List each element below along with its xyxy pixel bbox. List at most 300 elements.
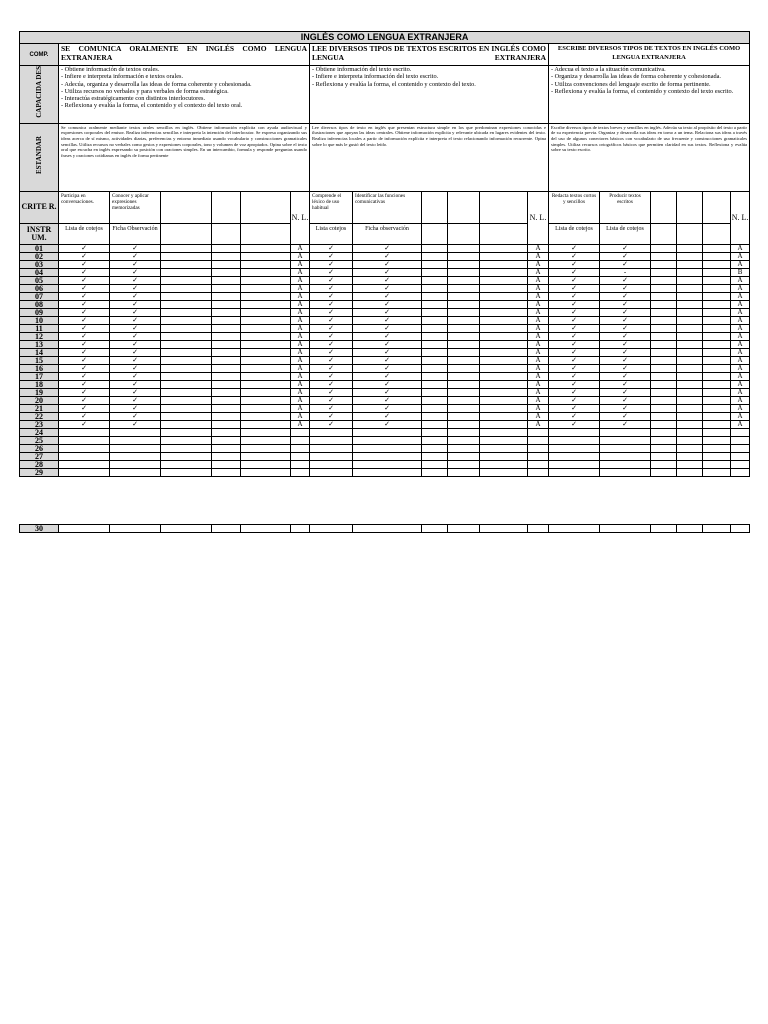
- criterio-mark: ✓: [59, 260, 110, 268]
- criterio-mark: ✓: [310, 412, 353, 420]
- criterio-mark: [677, 388, 703, 396]
- criterio-mark: [241, 380, 291, 388]
- criterio-mark: [677, 428, 703, 436]
- criterio-mark: [353, 444, 422, 452]
- criterio-mark: [161, 460, 212, 468]
- criterio-mark: [448, 412, 480, 420]
- nivel-logro: A: [291, 388, 310, 396]
- nivel-logro: A: [528, 244, 549, 252]
- criterio-mark: [677, 404, 703, 412]
- criterio-mark: [448, 316, 480, 324]
- criterio-mark: ✓: [310, 348, 353, 356]
- criterio-mark: [212, 372, 241, 380]
- criterio-mark: ✓: [110, 316, 161, 324]
- criterio-mark: [241, 324, 291, 332]
- criterio-mark: [448, 340, 480, 348]
- criterio-mark: ✓: [310, 252, 353, 260]
- nivel-logro: A: [731, 420, 750, 428]
- criterio-mark: ✓: [549, 388, 600, 396]
- criterio-mark: ✓: [59, 404, 110, 412]
- criterio-mark: [703, 332, 731, 340]
- student-number: 24: [20, 428, 59, 436]
- criterio-mark: ✓: [59, 276, 110, 284]
- criterio-mark: [651, 436, 677, 444]
- criterio-mark: [480, 332, 528, 340]
- criterio-mark: [353, 428, 422, 436]
- criterio-mark: [212, 268, 241, 276]
- table-row: [20, 380, 750, 388]
- capacidad-line: - Reflexiona y evalúa la forma, el contenido y contexto del texto.: [312, 80, 476, 88]
- criterio-mark: [651, 372, 677, 380]
- criterio-mark: [422, 332, 448, 340]
- criterio-mark: ✓: [549, 268, 600, 276]
- criterio-mark: ✓: [353, 380, 422, 388]
- criterio-mark: [703, 276, 731, 284]
- criterio-mark: [480, 396, 528, 404]
- student-number: 09: [20, 308, 59, 316]
- criterio-mark: [651, 292, 677, 300]
- nl-header-lectura: N. L.: [528, 191, 549, 244]
- nivel-logro: B: [731, 268, 750, 276]
- criterio-mark: [549, 436, 600, 444]
- table-row: [20, 372, 750, 380]
- criterio-mark: ✓: [110, 324, 161, 332]
- instrumento-oral-3: [161, 223, 212, 244]
- student-number: 03: [20, 260, 59, 268]
- criterio-mark: ✓: [353, 332, 422, 340]
- nivel-logro: A: [731, 412, 750, 420]
- criterio-mark: ✓: [353, 404, 422, 412]
- criterio-mark: [161, 268, 212, 276]
- table-row: [20, 364, 750, 372]
- criterio-mark: ✓: [353, 268, 422, 276]
- nivel-logro: A: [291, 372, 310, 380]
- criterio-mark: ✓: [353, 396, 422, 404]
- nivel-logro: A: [291, 308, 310, 316]
- criterio-mark: [677, 460, 703, 468]
- criterio-mark: ✓: [59, 364, 110, 372]
- criterio-mark: [448, 444, 480, 452]
- criterio-mark: [241, 364, 291, 372]
- instrumento-lectura-2: Ficha observación: [353, 223, 422, 244]
- nivel-logro: A: [291, 396, 310, 404]
- criterio-mark: [212, 460, 241, 468]
- criterio-mark: [241, 356, 291, 364]
- criterio-mark: [677, 444, 703, 452]
- nivel-logro: A: [528, 348, 549, 356]
- criterio-mark: ✓: [353, 292, 422, 300]
- criterio-mark: [448, 332, 480, 340]
- criterio-mark: [310, 468, 353, 476]
- criterio-mark: [212, 260, 241, 268]
- table-row: [20, 428, 750, 436]
- nivel-logro: A: [291, 332, 310, 340]
- capacidad-line: - Infiere e interpreta información del texto escrito.: [312, 73, 439, 81]
- instrumento-oral-5: [241, 223, 291, 244]
- criterio-mark: [241, 260, 291, 268]
- nivel-logro: A: [528, 388, 549, 396]
- criterio-mark: [422, 316, 448, 324]
- criterio-mark: [241, 268, 291, 276]
- criterio-mark: [703, 444, 731, 452]
- nivel-logro: [528, 428, 549, 436]
- criterio-mark: [353, 460, 422, 468]
- criterio-mark: [448, 396, 480, 404]
- table-row: [20, 444, 750, 452]
- criterio-lectura-1: Comprende el léxico de uso habitual: [310, 191, 353, 223]
- criterio-mark: ✓: [310, 292, 353, 300]
- criterio-mark: [422, 388, 448, 396]
- nivel-logro: A: [291, 268, 310, 276]
- student-number: 21: [20, 404, 59, 412]
- criterio-mark: [480, 428, 528, 436]
- criterio-mark: [480, 356, 528, 364]
- criterio-mark: ✓: [600, 260, 651, 268]
- criterio-mark: [422, 372, 448, 380]
- capacidades-lectura: [310, 66, 549, 124]
- criterio-mark: ✓: [600, 396, 651, 404]
- student-number: 27: [20, 452, 59, 460]
- instrumento-escritura-4: [677, 223, 703, 244]
- nivel-logro: A: [528, 372, 549, 380]
- capacidades-label: CAPACIDA DES: [20, 66, 59, 124]
- criterio-mark: [59, 468, 110, 476]
- criterio-mark: ✓: [549, 348, 600, 356]
- criterio-mark: ✓: [310, 364, 353, 372]
- criterio-mark: [549, 444, 600, 452]
- nivel-logro: [528, 460, 549, 468]
- criterio-mark: [310, 428, 353, 436]
- criterio-mark: ✓: [549, 300, 600, 308]
- criterio-lectura-5: [480, 191, 528, 223]
- criterio-mark: [600, 452, 651, 460]
- nivel-logro: A: [291, 260, 310, 268]
- criterio-mark: [59, 436, 110, 444]
- criterio-mark: [600, 460, 651, 468]
- criterio-mark: [480, 372, 528, 380]
- criterio-mark: [59, 444, 110, 452]
- criterio-mark: [703, 460, 731, 468]
- criterio-mark: [677, 268, 703, 276]
- capacidad-line: - Organiza y desarrolla las ideas de forma coherente y cohesionada.: [551, 73, 722, 81]
- criterio-mark: ✓: [310, 284, 353, 292]
- criterio-mark: [703, 268, 731, 276]
- student-number: 06: [20, 284, 59, 292]
- criterio-oral-4: [212, 191, 241, 223]
- criterio-mark: [353, 436, 422, 444]
- criterio-mark: [480, 436, 528, 444]
- criterio-mark: [310, 444, 353, 452]
- criterio-mark: [291, 524, 310, 532]
- criterio-mark: [161, 468, 212, 476]
- criterio-mark: [703, 356, 731, 364]
- criterio-mark: [422, 340, 448, 348]
- criterio-mark: [480, 420, 528, 428]
- nivel-logro: [291, 436, 310, 444]
- criterio-mark: [651, 252, 677, 260]
- criterio-mark: ✓: [353, 252, 422, 260]
- criterio-mark: [353, 524, 422, 532]
- nivel-logro: A: [731, 316, 750, 324]
- criterio-mark: [448, 348, 480, 356]
- criterio-mark: [422, 356, 448, 364]
- criterio-mark: [448, 324, 480, 332]
- criterio-mark: [549, 460, 600, 468]
- criterio-mark: [161, 372, 212, 380]
- table-row: [20, 244, 750, 252]
- criterio-mark: [703, 468, 731, 476]
- criterio-mark: [448, 364, 480, 372]
- nivel-logro: [731, 444, 750, 452]
- table-row: [20, 284, 750, 292]
- criterio-mark: ✓: [549, 356, 600, 364]
- nivel-logro: A: [528, 412, 549, 420]
- criterio-mark: [212, 356, 241, 364]
- criterio-mark: [241, 452, 291, 460]
- criterio-mark: ✓: [59, 324, 110, 332]
- criterio-mark: ✓: [110, 292, 161, 300]
- criterio-mark: [703, 348, 731, 356]
- nivel-logro: A: [731, 276, 750, 284]
- criterio-mark: [677, 356, 703, 364]
- capacidad-line: - Adecúa, organiza y desarrolla las ideas de forma coherente y cohesionada.: [61, 80, 252, 88]
- criterio-mark: [677, 292, 703, 300]
- criterio-mark: ✓: [549, 364, 600, 372]
- nivel-logro: [528, 452, 549, 460]
- nivel-logro: A: [731, 244, 750, 252]
- student-number: 14: [20, 348, 59, 356]
- criterio-mark: [212, 428, 241, 436]
- criterio-mark: [241, 412, 291, 420]
- criterio-mark: [422, 420, 448, 428]
- criterio-mark: [448, 420, 480, 428]
- criterio-mark: [677, 276, 703, 284]
- criterio-escritura-5: [703, 191, 731, 223]
- criterio-mark: [677, 324, 703, 332]
- criterio-mark: [677, 316, 703, 324]
- criterio-mark: ✓: [110, 412, 161, 420]
- capacidad-line: - Adecua el texto a la situación comunicativa.: [551, 66, 666, 73]
- criterio-mark: [448, 292, 480, 300]
- criterio-mark: [59, 428, 110, 436]
- criterio-mark: [59, 524, 110, 532]
- nivel-logro: A: [291, 412, 310, 420]
- criterio-mark: [422, 244, 448, 252]
- nivel-logro: A: [731, 364, 750, 372]
- criterio-mark: ✓: [310, 316, 353, 324]
- criterios-label: CRITE R.: [20, 191, 59, 223]
- student-number: 26: [20, 444, 59, 452]
- criterio-mark: [480, 260, 528, 268]
- criterio-mark: [422, 348, 448, 356]
- student-number: 18: [20, 380, 59, 388]
- student-number: 15: [20, 356, 59, 364]
- criterio-mark: [212, 284, 241, 292]
- criterio-mark: ✓: [110, 284, 161, 292]
- criterio-mark: ✓: [310, 372, 353, 380]
- criterio-mark: [549, 468, 600, 476]
- capacidad-line: - Reflexiona y evalúa la forma, el contenido y el contexto del texto oral.: [61, 102, 243, 110]
- student-number: 23: [20, 420, 59, 428]
- criterio-mark: [480, 380, 528, 388]
- estandar-label: ESTANDAR: [20, 123, 59, 191]
- nivel-logro: A: [731, 388, 750, 396]
- nivel-logro: A: [291, 284, 310, 292]
- criterio-mark: [651, 404, 677, 412]
- evaluation-table: [19, 31, 750, 533]
- criterio-mark: ✓: [110, 308, 161, 316]
- table-row: [20, 396, 750, 404]
- criterio-mark: ✓: [600, 332, 651, 340]
- nivel-logro: A: [731, 260, 750, 268]
- table-row: [20, 276, 750, 284]
- criterio-mark: [110, 428, 161, 436]
- criterio-mark: [651, 444, 677, 452]
- page-title: INGLÉS COMO LENGUA EXTRANJERA: [20, 32, 750, 44]
- nivel-logro: A: [528, 420, 549, 428]
- criterio-mark: [480, 308, 528, 316]
- criterio-mark: [161, 252, 212, 260]
- criterio-mark: [651, 300, 677, 308]
- criterio-mark: ✓: [110, 372, 161, 380]
- criterio-mark: ✓: [59, 300, 110, 308]
- nivel-logro: A: [528, 340, 549, 348]
- criterio-mark: [731, 524, 750, 532]
- student-number: 08: [20, 300, 59, 308]
- criterio-mark: [651, 396, 677, 404]
- nivel-logro: A: [731, 284, 750, 292]
- criterio-mark: ✓: [353, 412, 422, 420]
- criterio-mark: [651, 324, 677, 332]
- criterio-mark: [310, 460, 353, 468]
- criterio-mark: [161, 340, 212, 348]
- criterio-mark: ✓: [310, 244, 353, 252]
- criterio-mark: [422, 284, 448, 292]
- criterio-mark: [448, 524, 480, 532]
- criterio-mark: ✓: [549, 340, 600, 348]
- competencia-lectura: LEE DIVERSOS TIPOS DE TEXTOS ESCRITOS EN INGLÉS COMO LENGUA EXTRANJERA: [310, 44, 549, 66]
- criterio-mark: [703, 524, 731, 532]
- criterio-mark: [212, 404, 241, 412]
- criterio-mark: ✓: [353, 364, 422, 372]
- criterio-mark: [703, 300, 731, 308]
- evaluation-sheet: [19, 31, 749, 533]
- criterio-mark: ✓: [110, 252, 161, 260]
- criterio-mark: [677, 252, 703, 260]
- criterio-mark: [212, 276, 241, 284]
- student-number: 07: [20, 292, 59, 300]
- criterio-mark: ✓: [549, 308, 600, 316]
- criterio-mark: [600, 436, 651, 444]
- criterio-mark: [353, 468, 422, 476]
- criterio-mark: [600, 524, 651, 532]
- criterio-mark: ✓: [59, 308, 110, 316]
- instrumento-escritura-3: [651, 223, 677, 244]
- criterio-mark: [651, 412, 677, 420]
- criterio-mark: [651, 364, 677, 372]
- criterio-mark: [161, 284, 212, 292]
- criterio-mark: [212, 340, 241, 348]
- criterio-mark: [703, 436, 731, 444]
- criterio-mark: [212, 300, 241, 308]
- criterio-mark: [161, 364, 212, 372]
- criterio-mark: [161, 452, 212, 460]
- criterio-mark: [212, 324, 241, 332]
- student-number: 11: [20, 324, 59, 332]
- nivel-logro: [291, 444, 310, 452]
- criterio-mark: [212, 332, 241, 340]
- table-row: [20, 340, 750, 348]
- criterio-mark: [651, 388, 677, 396]
- criterio-mark: [651, 524, 677, 532]
- criterio-mark: [422, 252, 448, 260]
- criterio-mark: ✓: [549, 420, 600, 428]
- criterio-mark: [480, 452, 528, 460]
- criterio-mark: [422, 308, 448, 316]
- table-row: [20, 252, 750, 260]
- criterio-mark: ✓: [353, 340, 422, 348]
- criterio-mark: [110, 452, 161, 460]
- criterio-mark: ✓: [310, 260, 353, 268]
- criterio-mark: [677, 300, 703, 308]
- criterio-mark: ✓: [353, 316, 422, 324]
- criterio-mark: ✓: [353, 300, 422, 308]
- nivel-logro: A: [731, 404, 750, 412]
- criterio-mark: [549, 452, 600, 460]
- instrumento-lectura-4: [448, 223, 480, 244]
- criterio-mark: ✓: [549, 404, 600, 412]
- criterio-mark: ✓: [110, 380, 161, 388]
- criterio-mark: [212, 252, 241, 260]
- instrumento-lectura-3: [422, 223, 448, 244]
- nl-header-escritura: N. L.: [731, 191, 750, 244]
- criterio-mark: [677, 244, 703, 252]
- criterio-mark: [677, 436, 703, 444]
- table-row: [20, 420, 750, 428]
- criterio-mark: [110, 468, 161, 476]
- nivel-logro: [731, 428, 750, 436]
- criterio-mark: [161, 388, 212, 396]
- criterio-mark: ✓: [549, 276, 600, 284]
- nivel-logro: A: [731, 332, 750, 340]
- criterio-mark: [212, 364, 241, 372]
- criterio-mark: [677, 308, 703, 316]
- criterio-mark: [161, 348, 212, 356]
- comp-label: COMP.: [20, 44, 59, 66]
- criterio-mark: [677, 452, 703, 460]
- criterio-mark: [703, 452, 731, 460]
- criterio-mark: [703, 308, 731, 316]
- criterio-mark: ✓: [110, 332, 161, 340]
- table-row: [20, 404, 750, 412]
- criterio-mark: [703, 364, 731, 372]
- criterio-mark: [677, 260, 703, 268]
- criterio-mark: [651, 268, 677, 276]
- capacidades-oral: [59, 66, 310, 124]
- nivel-logro: A: [291, 276, 310, 284]
- table-row: [20, 412, 750, 420]
- competencia-escritura: ESCRIBE DIVERSOS TIPOS DE TEXTOS EN INGLÉS COMO LENGUA EXTRANJERA: [549, 44, 750, 66]
- nivel-logro: A: [291, 340, 310, 348]
- criterio-mark: ✓: [59, 396, 110, 404]
- criterio-mark: [241, 404, 291, 412]
- criterio-mark: [480, 404, 528, 412]
- criterio-mark: [677, 396, 703, 404]
- criterio-mark: ✓: [310, 396, 353, 404]
- criterio-mark: [161, 260, 212, 268]
- criterio-mark: ✓: [549, 284, 600, 292]
- criterio-mark: [241, 428, 291, 436]
